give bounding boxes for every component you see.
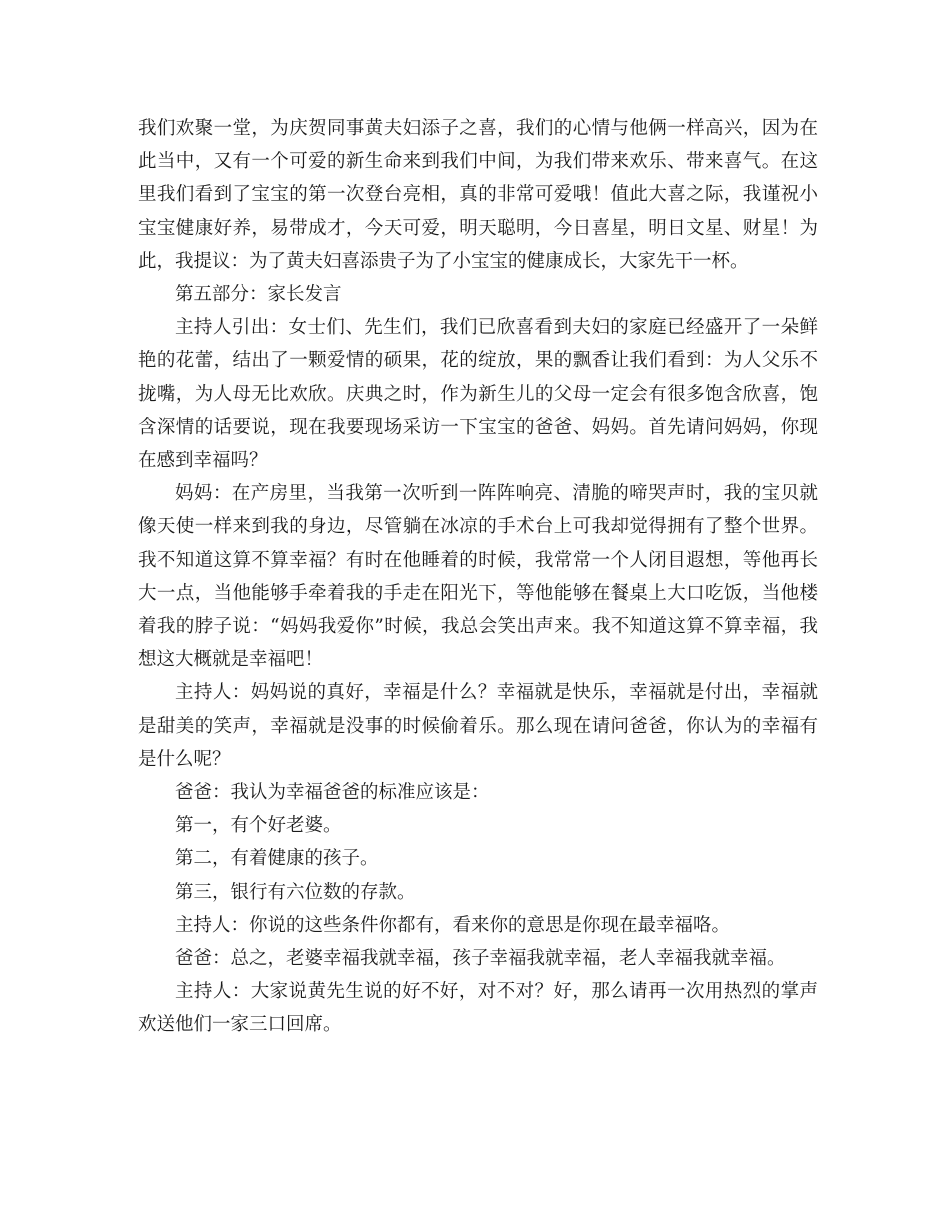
- section-heading-part-five: 第五部分：家长发言: [175, 284, 342, 306]
- paragraph-toast-continuation: 我们欢聚一堂，为庆贺同事黄夫妇添子之喜，我们的心情与他俩一样高兴，因为在此当中，又有一个可爱的新生命来到我们中间，为我们带来欢乐、带来喜气。在这里我们看到了宝宝的第一次登台亮相，真的非常可爱哦！值此大喜之际，我谨祝小宝宝健康好养，易带成才，今天可爱，明天聪明，今日喜星，明日文星、财星！为此，我提议：为了黄夫妇喜添贵子为了小宝宝的健康成长，大家先干一杯。: [138, 118, 818, 272]
- list-item-first: 第一，有个好老婆。: [175, 815, 342, 837]
- paragraph-host-introduction: 主持人引出：女士们、先生们，我们已欣喜看到夫妇的家庭已经盛开了一朵鲜艳的花蕾，结出了一颗爱情的硕果，花的绽放，果的飘香让我们看到：为人父乐不拢嘴，为人母无比欢欣。庆典之时，作为新生儿的父母一定会有很多饱含欣喜，饱含深情的话要说，现在我要现场采访一下宝宝的爸爸、妈妈。首先请问妈妈，你现在感到幸福吗？: [138, 317, 818, 472]
- paragraph-father-intro: 爸爸：我认为幸福爸爸的标准应该是：: [175, 782, 490, 804]
- paragraph-father-summary: 爸爸：总之，老婆幸福我就幸福，孩子幸福我就幸福，老人幸福我就幸福。: [175, 948, 786, 970]
- document-body: [138, 112, 818, 1042]
- paragraph-host-comment: 主持人：你说的这些条件你都有，看来你的意思是你现在最幸福咯。: [175, 914, 731, 936]
- paragraph-host-response: 主持人：妈妈说的真好，幸福是什么？幸福就是快乐，幸福就是付出，幸福就是甜美的笑声，幸福就是没事的时候偷着乐。那么现在请问爸爸，你认为的幸福有是什么呢？: [138, 682, 818, 770]
- list-item-third: 第三，银行有六位数的存款。: [175, 881, 416, 903]
- list-item-second: 第二，有着健康的孩子。: [175, 848, 379, 870]
- paragraph-mother-speech: 妈妈：在产房里，当我第一次听到一阵阵响亮、清脆的啼哭声时，我的宝贝就像天使一样来到我的身边，尽管躺在冰凉的手术台上可我却觉得拥有了整个世界。我不知道这算不算幸福？有时在他睡着的时候，我常常一个人闭目遐想，等他再长大一点，当他能够手牵着我的手走在阳光下，等他能够在餐桌上大口吃饭，当他楼着我的脖子说：“妈妈我爱你”时候，我总会笑出声来。我不知道这算不算幸福，我想这大概就是幸福吧！: [138, 483, 818, 671]
- paragraph-host-closing: 主持人：大家说黄先生说的好不好，对不对？好，那么请再一次用热烈的掌声欢送他们一家三口回席。: [138, 981, 818, 1036]
